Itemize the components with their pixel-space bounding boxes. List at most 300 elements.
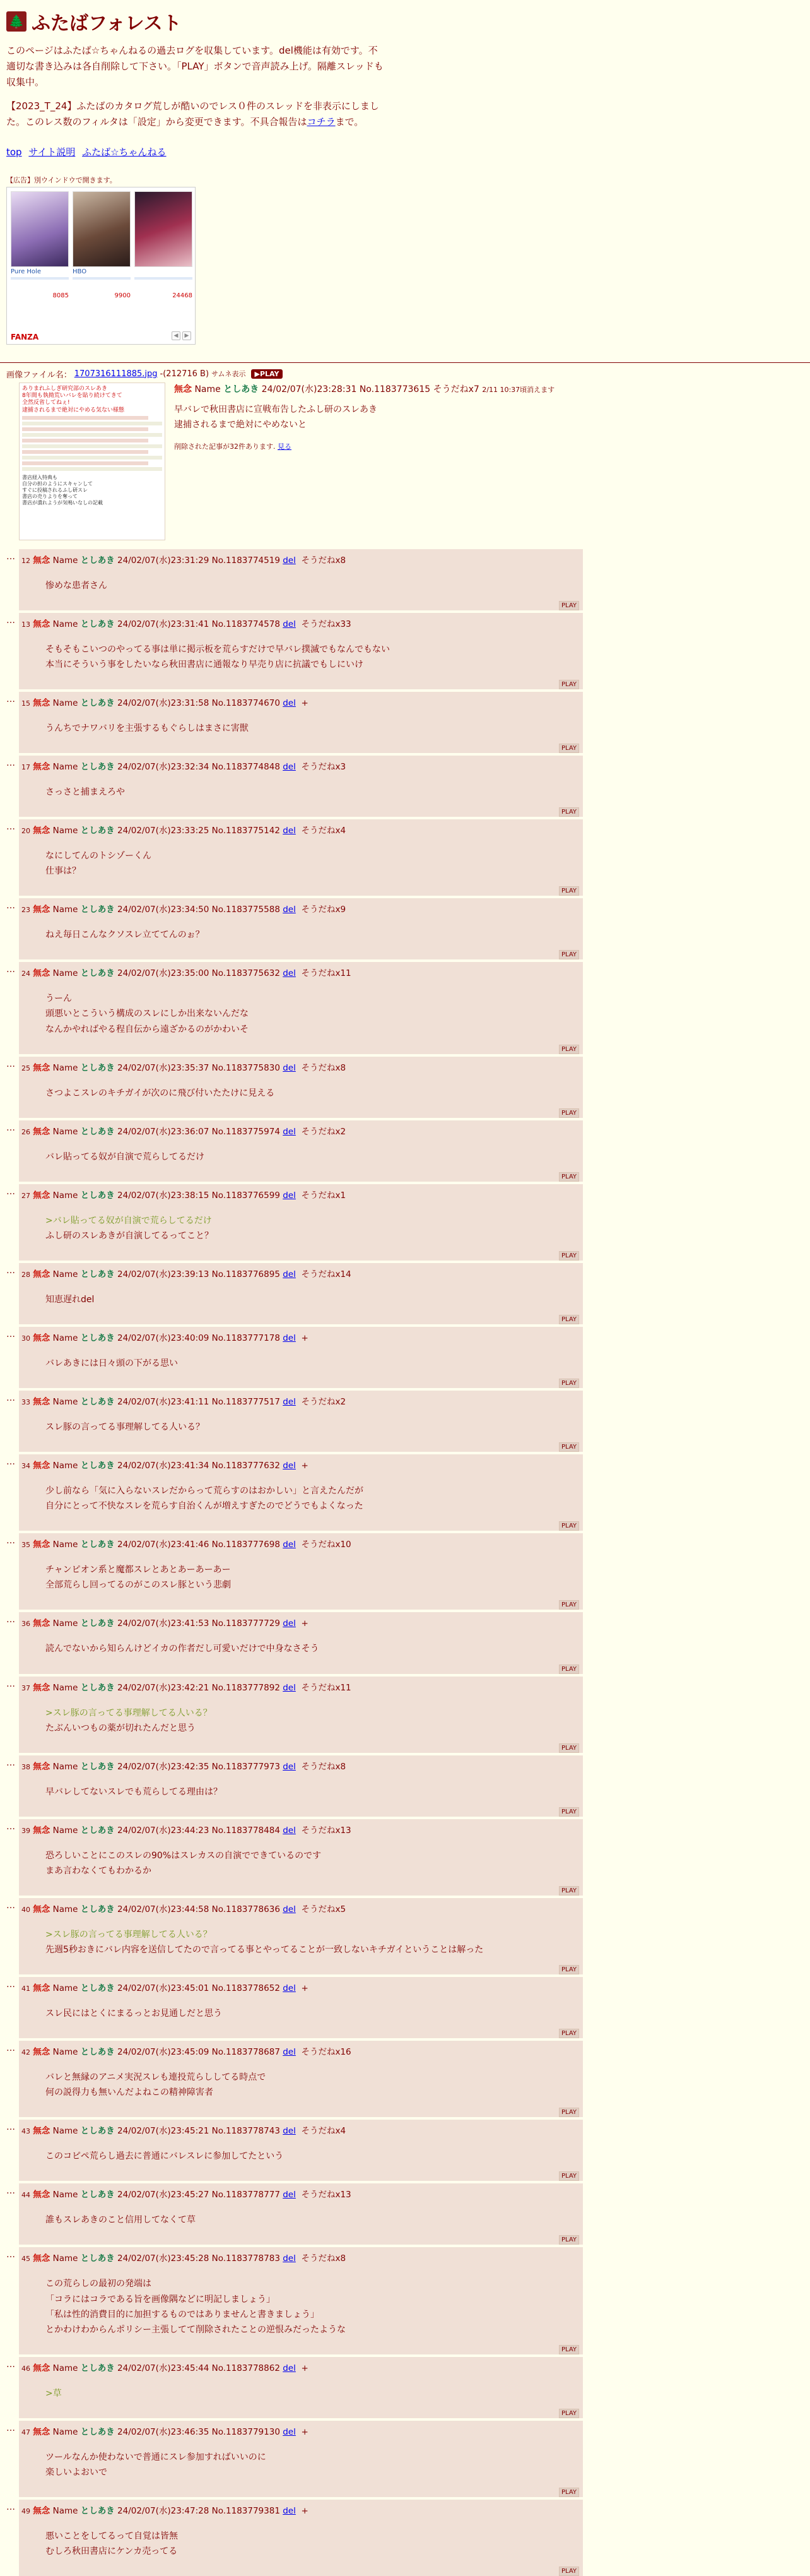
reply-line: 少し前なら「気に入らないスレだからって荒らすのはおかしい」と言えたんだが	[45, 1486, 363, 1497]
quote-line: >スレ豚の言ってる事理解してる人いる？	[45, 1929, 212, 1940]
post-number[interactable]: No.1183779381	[211, 2506, 280, 2517]
reply-line: 楽しいよおいで	[45, 2467, 107, 2478]
post-number[interactable]: No.1183774578	[211, 619, 280, 629]
ad-banner[interactable]	[6, 187, 196, 345]
post-number[interactable]: No.1183778652	[211, 1983, 280, 1994]
play-button[interactable]: PLAY	[559, 2345, 579, 2354]
poster-name: としあき	[80, 1904, 115, 1914]
post-number[interactable]: No.1183774848	[211, 762, 280, 773]
show-deleted-link[interactable]: 見る	[278, 442, 291, 451]
del-link[interactable]: del	[283, 2426, 296, 2437]
sodane-button[interactable]: +	[301, 1461, 308, 1471]
sodane-button[interactable]: そうだねx4	[301, 826, 346, 836]
reply-line: そもそもこいつのやってる事は単に掲示板を荒らすだけで早バレ撲滅でもなんでもない	[45, 644, 390, 655]
report-link[interactable]: コチラ	[307, 116, 336, 128]
post-datetime: 24/02/07(水)23:41:53	[117, 1618, 209, 1629]
post-subject: 無念	[33, 1618, 50, 1629]
reply-text	[45, 642, 579, 672]
reply-dots-icon: …	[6, 1059, 15, 1069]
reply-index: 17	[21, 763, 30, 772]
del-link[interactable]: del	[283, 1618, 296, 1629]
ad-item[interactable]	[73, 191, 131, 299]
sodane-button[interactable]: そうだねx11	[301, 1682, 351, 1693]
play-button[interactable]: PLAY	[559, 744, 579, 753]
post-number[interactable]: No.1183777729	[211, 1618, 280, 1629]
post-datetime: 24/02/07(水)23:35:37	[117, 1062, 209, 1073]
sodane-button[interactable]: そうだねx33	[301, 619, 351, 629]
play-button[interactable]: PLAY	[559, 1600, 579, 1610]
thumb-label: サムネ表示	[211, 370, 246, 379]
post-number[interactable]: No.1183779130	[211, 2426, 280, 2437]
reply-post	[19, 1327, 583, 1388]
sodane-button[interactable]: そうだねx16	[301, 2047, 351, 2058]
post-subject: 無念	[33, 2047, 50, 2058]
post-subject: 無念	[33, 555, 50, 566]
post-subject: 無念	[33, 619, 50, 629]
reply-index: 23	[21, 906, 30, 915]
reply-text	[45, 2386, 579, 2401]
reply-meta	[21, 1458, 579, 1471]
post-number: No.1183773615	[359, 384, 431, 395]
del-link[interactable]: del	[283, 2253, 296, 2264]
sodane-button[interactable]: そうだねx4	[301, 2126, 346, 2137]
play-button[interactable]: PLAY	[559, 1045, 579, 1054]
name-label: Name	[52, 1190, 78, 1201]
play-button[interactable]: PLAY	[559, 950, 579, 959]
intro	[6, 43, 804, 130]
thumb-caption: すぐに投稿されるふし研スレ	[22, 487, 88, 493]
reply-dots-icon: …	[6, 2043, 15, 2054]
post-number[interactable]: No.1183777698	[211, 1540, 280, 1550]
sodane-button[interactable]: そうだねx3	[301, 762, 346, 773]
post-subject: 無念	[33, 1126, 50, 1137]
reply-line: 自分にとって不快なスレを荒らす自治くんが増えすぎたのでどうでもよくなった	[45, 1501, 363, 1512]
post-number[interactable]: No.1183775588	[211, 905, 280, 915]
play-button[interactable]: PLAY	[559, 2235, 579, 2245]
nav-about-link[interactable]: サイト説明	[28, 146, 76, 158]
ad-item-price: 9900	[114, 292, 131, 299]
sodane-button[interactable]: そうだねx9	[301, 905, 346, 915]
name-label: Name	[52, 1126, 78, 1137]
name-label: Name	[52, 1904, 78, 1914]
reply-meta	[21, 2251, 579, 2264]
del-link[interactable]: del	[283, 2506, 296, 2517]
sodane-button[interactable]: +	[301, 1333, 308, 1343]
reply-post	[19, 692, 583, 753]
reply-text	[45, 1706, 579, 1736]
reply-text	[45, 2149, 579, 2164]
name-label: Name	[52, 2047, 78, 2058]
reply-post	[19, 2120, 583, 2181]
play-button[interactable]: PLAY	[559, 680, 579, 689]
ad-label: 【広告】別ウインドウで開きます。	[6, 175, 117, 184]
sodane-button[interactable]: そうだねx8	[301, 555, 346, 566]
reply-index: 36	[21, 1620, 30, 1629]
reply-row	[6, 2500, 810, 2576]
name-label: Name	[52, 762, 78, 773]
reply-line: うんちでナワバリを主張するもぐらしはまさに害獣	[45, 723, 249, 733]
del-link[interactable]: del	[283, 1269, 296, 1279]
post-number[interactable]: No.1183775632	[211, 968, 280, 979]
reply-dots-icon: …	[6, 615, 15, 626]
play-button[interactable]: PLAY	[559, 1315, 579, 1324]
sodane-button[interactable]: +	[301, 697, 308, 708]
post-number[interactable]: No.1183778687	[211, 2047, 280, 2058]
del-link[interactable]: del	[283, 1333, 296, 1343]
post-number[interactable]: No.1183778636	[211, 1904, 280, 1914]
play-button[interactable]: PLAY	[559, 1379, 579, 1388]
name-label: Name	[52, 1761, 78, 1772]
del-link[interactable]: del	[283, 1825, 296, 1836]
forest-logo-icon: 🌲	[6, 11, 26, 32]
deleted-note-text: 削除された記事が32件あります.	[174, 442, 276, 451]
del-link[interactable]: del	[283, 697, 296, 708]
reply-post	[19, 1819, 583, 1896]
post-datetime: 24/02/07(水)23:45:09	[117, 2047, 209, 2058]
play-button[interactable]: PLAY	[559, 2567, 579, 2576]
del-link[interactable]: del	[283, 1397, 296, 1408]
reply-index: 45	[21, 2255, 30, 2264]
play-button[interactable]: PLAY	[559, 1251, 579, 1261]
post-number[interactable]: No.1183774519	[211, 555, 280, 566]
post-subject: 無念	[33, 2253, 50, 2264]
reply-post	[19, 1898, 583, 1974]
reply-meta	[21, 1537, 579, 1550]
post-datetime: 24/02/07(水)23:44:23	[117, 1825, 209, 1836]
op-thumbnail[interactable]	[19, 383, 165, 540]
post-number[interactable]: No.1183774670	[211, 697, 280, 708]
name-label: Name	[52, 1825, 78, 1836]
play-button[interactable]: PLAY	[559, 1172, 579, 1182]
reply-index: 13	[21, 620, 30, 629]
del-link[interactable]: del	[283, 619, 296, 629]
del-link[interactable]: del	[283, 1062, 296, 1073]
sodane-button[interactable]: そうだねx2	[301, 1397, 346, 1408]
sodane-button[interactable]: そうだねx10	[301, 1540, 351, 1550]
quote-line: >草	[45, 2388, 62, 2399]
reply-meta	[21, 1188, 579, 1201]
reply-index: 26	[21, 1127, 30, 1136]
reply-row	[6, 1612, 810, 1673]
thumb-caption: 書店経入特典も	[22, 474, 57, 480]
ad-thumbnail[interactable]	[73, 191, 131, 267]
reply-line: なにしてんのトシゾーくん	[45, 851, 151, 862]
reply-dots-icon: …	[6, 694, 15, 704]
name-label: Name	[52, 1983, 78, 1994]
poster-name: としあき	[80, 1540, 115, 1550]
op-line: 逮捕されるまで絶対にやめないと	[174, 419, 307, 430]
reply-post	[19, 2500, 583, 2576]
reply-line: 悪いことをしてるって自覚は皆無	[45, 2531, 178, 2542]
del-link[interactable]: del	[283, 1904, 296, 1914]
sodane-button[interactable]: +	[301, 2506, 308, 2517]
play-button[interactable]: PLAY	[559, 2108, 579, 2117]
del-link[interactable]: del	[283, 826, 296, 836]
poster-name: としあき	[80, 1983, 115, 1994]
name-label: Name	[52, 2190, 78, 2200]
op-file-info	[0, 368, 810, 380]
del-link[interactable]: del	[283, 1540, 296, 1550]
reply-line: 誰もスレあきのこと信用してなくて草	[45, 2215, 196, 2226]
play-button[interactable]: PLAY	[559, 1886, 579, 1896]
play-button[interactable]: PLAY	[559, 1965, 579, 1974]
del-link[interactable]: del	[283, 1682, 296, 1693]
reply-dots-icon: …	[6, 822, 15, 833]
poster-name: としあき	[80, 2126, 115, 2137]
reply-post	[19, 1391, 583, 1452]
reply-index: 33	[21, 1398, 30, 1407]
sodane-button[interactable]: +	[301, 2426, 308, 2437]
play-button[interactable]: PLAY	[559, 601, 579, 610]
reply-line: スレ民にはとくにまるっとお見通しだと思う	[45, 2009, 222, 2019]
name-label: Name	[52, 826, 78, 836]
reply-meta	[21, 1267, 579, 1279]
reply-text	[45, 1213, 579, 1243]
sodane-button[interactable]: +	[301, 2363, 308, 2373]
reply-line: 全部荒らし回ってるのがこのスレ豚という悲劇	[45, 1580, 231, 1591]
poster-name: としあき	[80, 1397, 115, 1408]
name-label: Name	[52, 1540, 78, 1550]
post-datetime: 24/02/07(水)23:31:41	[117, 619, 209, 629]
reply-line: 「コラにはコラである旨を画像隅などに明記しましょう」	[45, 2294, 275, 2305]
play-button[interactable]: PLAY	[559, 1807, 579, 1817]
sodane-button[interactable]: そうだねx13	[301, 2190, 351, 2200]
name-label: Name	[52, 2253, 78, 2264]
del-link[interactable]: del	[283, 1983, 296, 1994]
chevron-left-icon[interactable]: ◀	[172, 331, 180, 340]
play-button[interactable]: PLAY	[559, 1521, 579, 1531]
post-number[interactable]: No.1183778484	[211, 1825, 280, 1836]
post-subject: 無念	[33, 968, 50, 979]
reply-post	[19, 1057, 583, 1118]
play-button[interactable]: PLAY	[559, 807, 579, 817]
reply-row	[6, 692, 810, 753]
reply-post	[19, 1612, 583, 1673]
reply-dots-icon: …	[6, 1979, 15, 1990]
ad-item-name[interactable]: HBO	[73, 268, 87, 275]
reply-index: 35	[21, 1541, 30, 1550]
ad-item[interactable]	[11, 191, 69, 299]
reply-row	[6, 1391, 810, 1452]
reply-row	[6, 2247, 810, 2354]
post-datetime: 24/02/07(水)23:45:01	[117, 1983, 209, 1994]
reply-post	[19, 613, 583, 689]
reply-post	[19, 1454, 583, 1531]
reply-index: 38	[21, 1762, 30, 1771]
post-subject: 無念	[33, 1333, 50, 1343]
ad-brand-logo[interactable]: FANZA	[11, 332, 39, 341]
post-number[interactable]: No.1183777517	[211, 1397, 280, 1408]
sodane-button[interactable]: そうだねx11	[301, 968, 351, 979]
post-number[interactable]: No.1183778862	[211, 2363, 280, 2373]
reply-dots-icon: …	[6, 1265, 15, 1276]
reply-dots-icon: …	[6, 1536, 15, 1546]
reply-dots-icon: …	[6, 1329, 15, 1339]
reply-row	[6, 1184, 810, 1261]
reply-meta	[21, 1331, 579, 1343]
del-link[interactable]: del	[283, 1461, 296, 1471]
reply-line: 仕事は？	[45, 866, 81, 877]
post-number[interactable]: No.1183776599	[211, 1190, 280, 1201]
reply-index: 40	[21, 1905, 30, 1914]
post-number[interactable]: No.1183775974	[211, 1126, 280, 1137]
sodane-button[interactable]: そうだねx13	[301, 1825, 351, 1836]
name-label: Name	[52, 2426, 78, 2437]
reply-row	[6, 1819, 810, 1896]
sodane-button[interactable]: そうだねx8	[301, 1761, 346, 1772]
name-label: Name	[52, 1461, 78, 1471]
poster-name: としあき	[80, 1190, 115, 1201]
quote-line: >バレ貼ってる奴が自演で荒らしてるだけ	[45, 1215, 212, 1226]
poster-name: としあき	[80, 1761, 115, 1772]
post-number[interactable]: No.1183777632	[211, 1461, 280, 1471]
reply-post	[19, 2247, 583, 2354]
post-datetime: 24/02/07(水)23:38:15	[117, 1190, 209, 1201]
reply-text	[45, 1483, 579, 1514]
del-link[interactable]: del	[283, 555, 296, 566]
reply-text	[45, 721, 579, 736]
play-button[interactable]: PLAY	[559, 1743, 579, 1753]
post-subject: 無念	[33, 1825, 50, 1836]
reply-row	[6, 1120, 810, 1182]
ad-item-name[interactable]: Pure Hole	[11, 268, 41, 275]
sodane-button[interactable]: そうだねx5	[301, 1904, 346, 1914]
del-link[interactable]: del	[283, 2047, 296, 2058]
ad-thumbnail[interactable]	[11, 191, 69, 267]
del-link[interactable]: del	[283, 1761, 296, 1772]
del-link[interactable]: del	[283, 905, 296, 915]
ad-item[interactable]	[134, 191, 192, 299]
reply-post	[19, 2421, 583, 2497]
reply-meta	[21, 2361, 579, 2373]
poster-name: としあき	[80, 2363, 115, 2373]
poster-name: としあき	[80, 1825, 115, 1836]
poster-name: としあき	[80, 619, 115, 629]
poster-name: としあき	[80, 1618, 115, 1629]
reply-line: むしろ秋田書店にケンカ売ってる	[45, 2546, 178, 2557]
del-link[interactable]: del	[283, 2190, 296, 2200]
post-number[interactable]: No.1183778743	[211, 2126, 280, 2137]
post-number[interactable]: No.1183777892	[211, 1682, 280, 1693]
play-button[interactable]: PLAY	[559, 2488, 579, 2497]
sodane-button[interactable]: +	[301, 1618, 308, 1629]
poster-name: としあき	[80, 2190, 115, 2200]
reply-dots-icon: …	[6, 1393, 15, 1404]
reply-meta	[21, 1981, 579, 1993]
reply-index: 30	[21, 1334, 30, 1343]
reply-text	[45, 2450, 579, 2480]
ad-thumbnail[interactable]	[134, 191, 192, 267]
reply-meta	[21, 617, 579, 629]
post-number[interactable]: No.1183775142	[211, 826, 280, 836]
post-datetime: 24/02/07(水)23:31:29	[117, 555, 209, 566]
reply-dots-icon: …	[6, 901, 15, 911]
chevron-right-icon[interactable]: ▶	[182, 331, 191, 340]
nav-top-link[interactable]: top	[6, 146, 22, 158]
sodane-button[interactable]: そうだねx1	[301, 1190, 346, 1201]
reply-index: 12	[21, 556, 30, 565]
reply-post	[19, 1977, 583, 2038]
post-datetime: 24/02/07(水)23:42:21	[117, 1682, 209, 1693]
play-button[interactable]: PLAY	[559, 1442, 579, 1452]
post-datetime: 24/02/07(水)23:39:13	[117, 1269, 209, 1279]
sodane-button[interactable]: +	[301, 1983, 308, 1994]
op-image-link[interactable]: 1707316111885.jpg	[74, 369, 158, 379]
reply-line: たぶんいつもの薬が切れたんだと思う	[45, 1723, 196, 1733]
reply-post	[19, 2041, 583, 2117]
del-link[interactable]: del	[283, 968, 296, 979]
post-datetime: 24/02/07(水)23:40:09	[117, 1333, 209, 1343]
play-button[interactable]: PLAY	[559, 1108, 579, 1118]
post-datetime: 24/02/07(水)23:47:28	[117, 2506, 209, 2517]
del-link[interactable]: del	[283, 2126, 296, 2137]
post-number[interactable]: No.1183777178	[211, 1333, 280, 1343]
thumb-text: ありまれふしぎ研究部のスレあき	[22, 385, 108, 392]
reply-row	[6, 1533, 810, 1610]
play-button[interactable]: PLAY	[559, 1665, 579, 1674]
play-button[interactable]: PLAY	[559, 886, 579, 896]
nav-futaba-link[interactable]: ふたば☆ちゃんねる	[82, 146, 167, 158]
thumb-text: 逮捕されるまで絶対にやめる気ない様態	[22, 407, 125, 413]
play-button[interactable]: PLAY	[559, 2171, 579, 2181]
play-button[interactable]: PLAY	[559, 2409, 579, 2418]
sodane-button[interactable]: そうだねx2	[301, 1126, 346, 1137]
reply-meta	[21, 2045, 579, 2057]
reply-text	[45, 848, 579, 879]
post-number[interactable]: No.1183775830	[211, 1062, 280, 1073]
ad-item-name[interactable]	[134, 268, 192, 276]
reply-line: 頭悪いとこういう構成のスレにしか出来ないんだな	[45, 1009, 249, 1019]
sodane-button[interactable]: そうだねx14	[301, 1269, 351, 1279]
op-body	[174, 383, 555, 540]
reply-post	[19, 819, 583, 896]
reply-line: ふし研のスレあきが自演してるってこと？	[45, 1230, 213, 1241]
sodane-button[interactable]: そうだねx8	[301, 1062, 346, 1073]
reply-line: 何の説得力も無いんだよねこの精神障害者	[45, 2087, 213, 2098]
divider	[0, 362, 810, 363]
reply-row	[6, 1263, 810, 1324]
reply-index: 49	[21, 2507, 30, 2516]
reply-row	[6, 819, 810, 896]
reply-dots-icon: …	[6, 1457, 15, 1468]
reply-post	[19, 1677, 583, 1753]
poster-name: としあき	[80, 905, 115, 915]
reply-index: 42	[21, 2048, 30, 2057]
poster-name: としあき	[80, 2253, 115, 2264]
op-play-button[interactable]: ▶PLAY	[251, 369, 283, 379]
post-number[interactable]: No.1183778777	[211, 2190, 280, 2200]
post-number[interactable]: No.1183777973	[211, 1761, 280, 1772]
reply-dots-icon: …	[6, 758, 15, 769]
name-label: Name	[52, 555, 78, 566]
sodane-button[interactable]: そうだねx8	[301, 2253, 346, 2264]
reply-row	[6, 1677, 810, 1753]
del-link[interactable]: del	[283, 762, 296, 773]
post-number[interactable]: No.1183778783	[211, 2253, 280, 2264]
reply-dots-icon: …	[6, 965, 15, 975]
post-number[interactable]: No.1183776895	[211, 1269, 280, 1279]
post-datetime: 24/02/07(水)23:33:25	[117, 826, 209, 836]
play-button[interactable]: PLAY	[559, 2029, 579, 2038]
reply-index: 25	[21, 1064, 30, 1072]
del-link[interactable]: del	[283, 2363, 296, 2373]
reply-row	[6, 756, 810, 817]
reply-line: チャンピオン系と魔都スレとあとあーあーあー	[45, 1565, 231, 1576]
sodane-button[interactable]: そうだねx7	[433, 384, 479, 395]
del-link[interactable]: del	[283, 1126, 296, 1137]
reply-line: バレと無縁のアニメ実況スレも連投荒らししてる時点で	[45, 2072, 266, 2083]
del-link[interactable]: del	[283, 1190, 296, 1201]
